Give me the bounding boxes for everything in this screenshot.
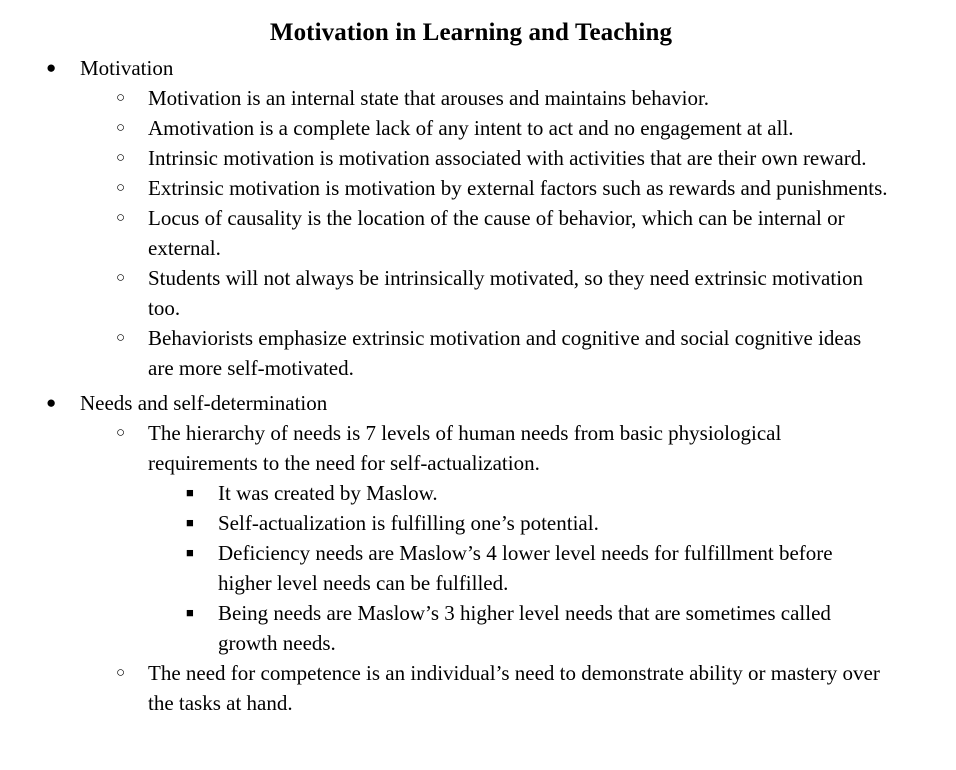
outline-item-level2 [0, 323, 956, 383]
outline-item-text: Intrinsic motivation is motivation associated with activities that are their own reward. [148, 146, 867, 170]
outline-item-text: Being needs are Maslow’s 3 higher level needs that are sometimes called growth needs. [218, 601, 831, 655]
sublist-level2 [0, 418, 956, 718]
disc-bullet-icon: ● [46, 393, 57, 412]
outline-item-level2 [0, 418, 956, 478]
outline-item-text: The hierarchy of needs is 7 levels of human needs from basic physiological requirements to the need for self-actualization. [148, 421, 782, 475]
outline-item-text: Motivation is an internal state that arouses and maintains behavior. [148, 86, 710, 110]
square-bullet-icon: ■ [186, 545, 194, 560]
outline-item-level2 [0, 203, 956, 263]
square-bullet-icon: ■ [186, 605, 194, 620]
outline-item-level3 [0, 478, 956, 508]
circle-bullet-icon: ○ [116, 150, 126, 166]
circle-bullet-icon: ○ [116, 270, 126, 286]
outline-item-level2 [0, 113, 956, 143]
outline-item-text: Behaviorists emphasize extrinsic motivation and cognitive and social cognitive ideas are more self-motivated. [148, 326, 862, 380]
sublist-level2 [0, 83, 956, 383]
outline-item-text: Deficiency needs are Maslow’s 4 lower level needs for fulfillment before higher level needs can be fulfilled. [218, 541, 833, 595]
outline-item-level2 [0, 83, 956, 113]
outline-item-text: It was created by Maslow. [218, 481, 438, 505]
outline-item-text: Students will not always be intrinsically motivated, so they need extrinsic motivation too. [148, 266, 864, 320]
sublist-level3 [0, 478, 956, 658]
circle-bullet-icon: ○ [116, 665, 126, 681]
circle-bullet-icon: ○ [116, 425, 126, 441]
circle-bullet-icon: ○ [116, 90, 126, 106]
square-bullet-icon: ■ [186, 515, 194, 530]
outline-item-level3 [0, 598, 956, 658]
outline-item-text: The need for competence is an individual’s need to demonstrate ability or mastery over the tasks at hand. [148, 661, 880, 715]
circle-bullet-icon: ○ [116, 210, 126, 226]
outline-item-level2 [0, 658, 956, 718]
outline-item-level3 [0, 538, 956, 598]
outline-list [0, 53, 956, 718]
section-heading: Needs and self-determination [80, 391, 328, 415]
outline-item-text: Amotivation is a complete lack of any intent to act and no engagement at all. [148, 116, 794, 140]
outline-item-level2 [0, 173, 956, 203]
outline-item-text: Extrinsic motivation is motivation by external factors such as rewards and punishments. [148, 176, 888, 200]
outline-item-level1 [0, 53, 956, 83]
outline-item-level3 [0, 508, 956, 538]
outline-item-level2 [0, 143, 956, 173]
disc-bullet-icon: ● [46, 58, 57, 77]
circle-bullet-icon: ○ [116, 180, 126, 196]
page-title: Motivation in Learning and Teaching [269, 19, 673, 46]
section-heading: Motivation [80, 56, 174, 80]
circle-bullet-icon: ○ [116, 120, 126, 136]
outline-item-level2 [0, 263, 956, 323]
square-bullet-icon: ■ [186, 485, 194, 500]
outline-item-level1 [0, 388, 956, 418]
circle-bullet-icon: ○ [116, 330, 126, 346]
outline-item-text: Self-actualization is fulfilling one’s potential. [218, 511, 599, 535]
outline-item-text: Locus of causality is the location of the cause of behavior, which can be internal or external. [148, 206, 845, 260]
